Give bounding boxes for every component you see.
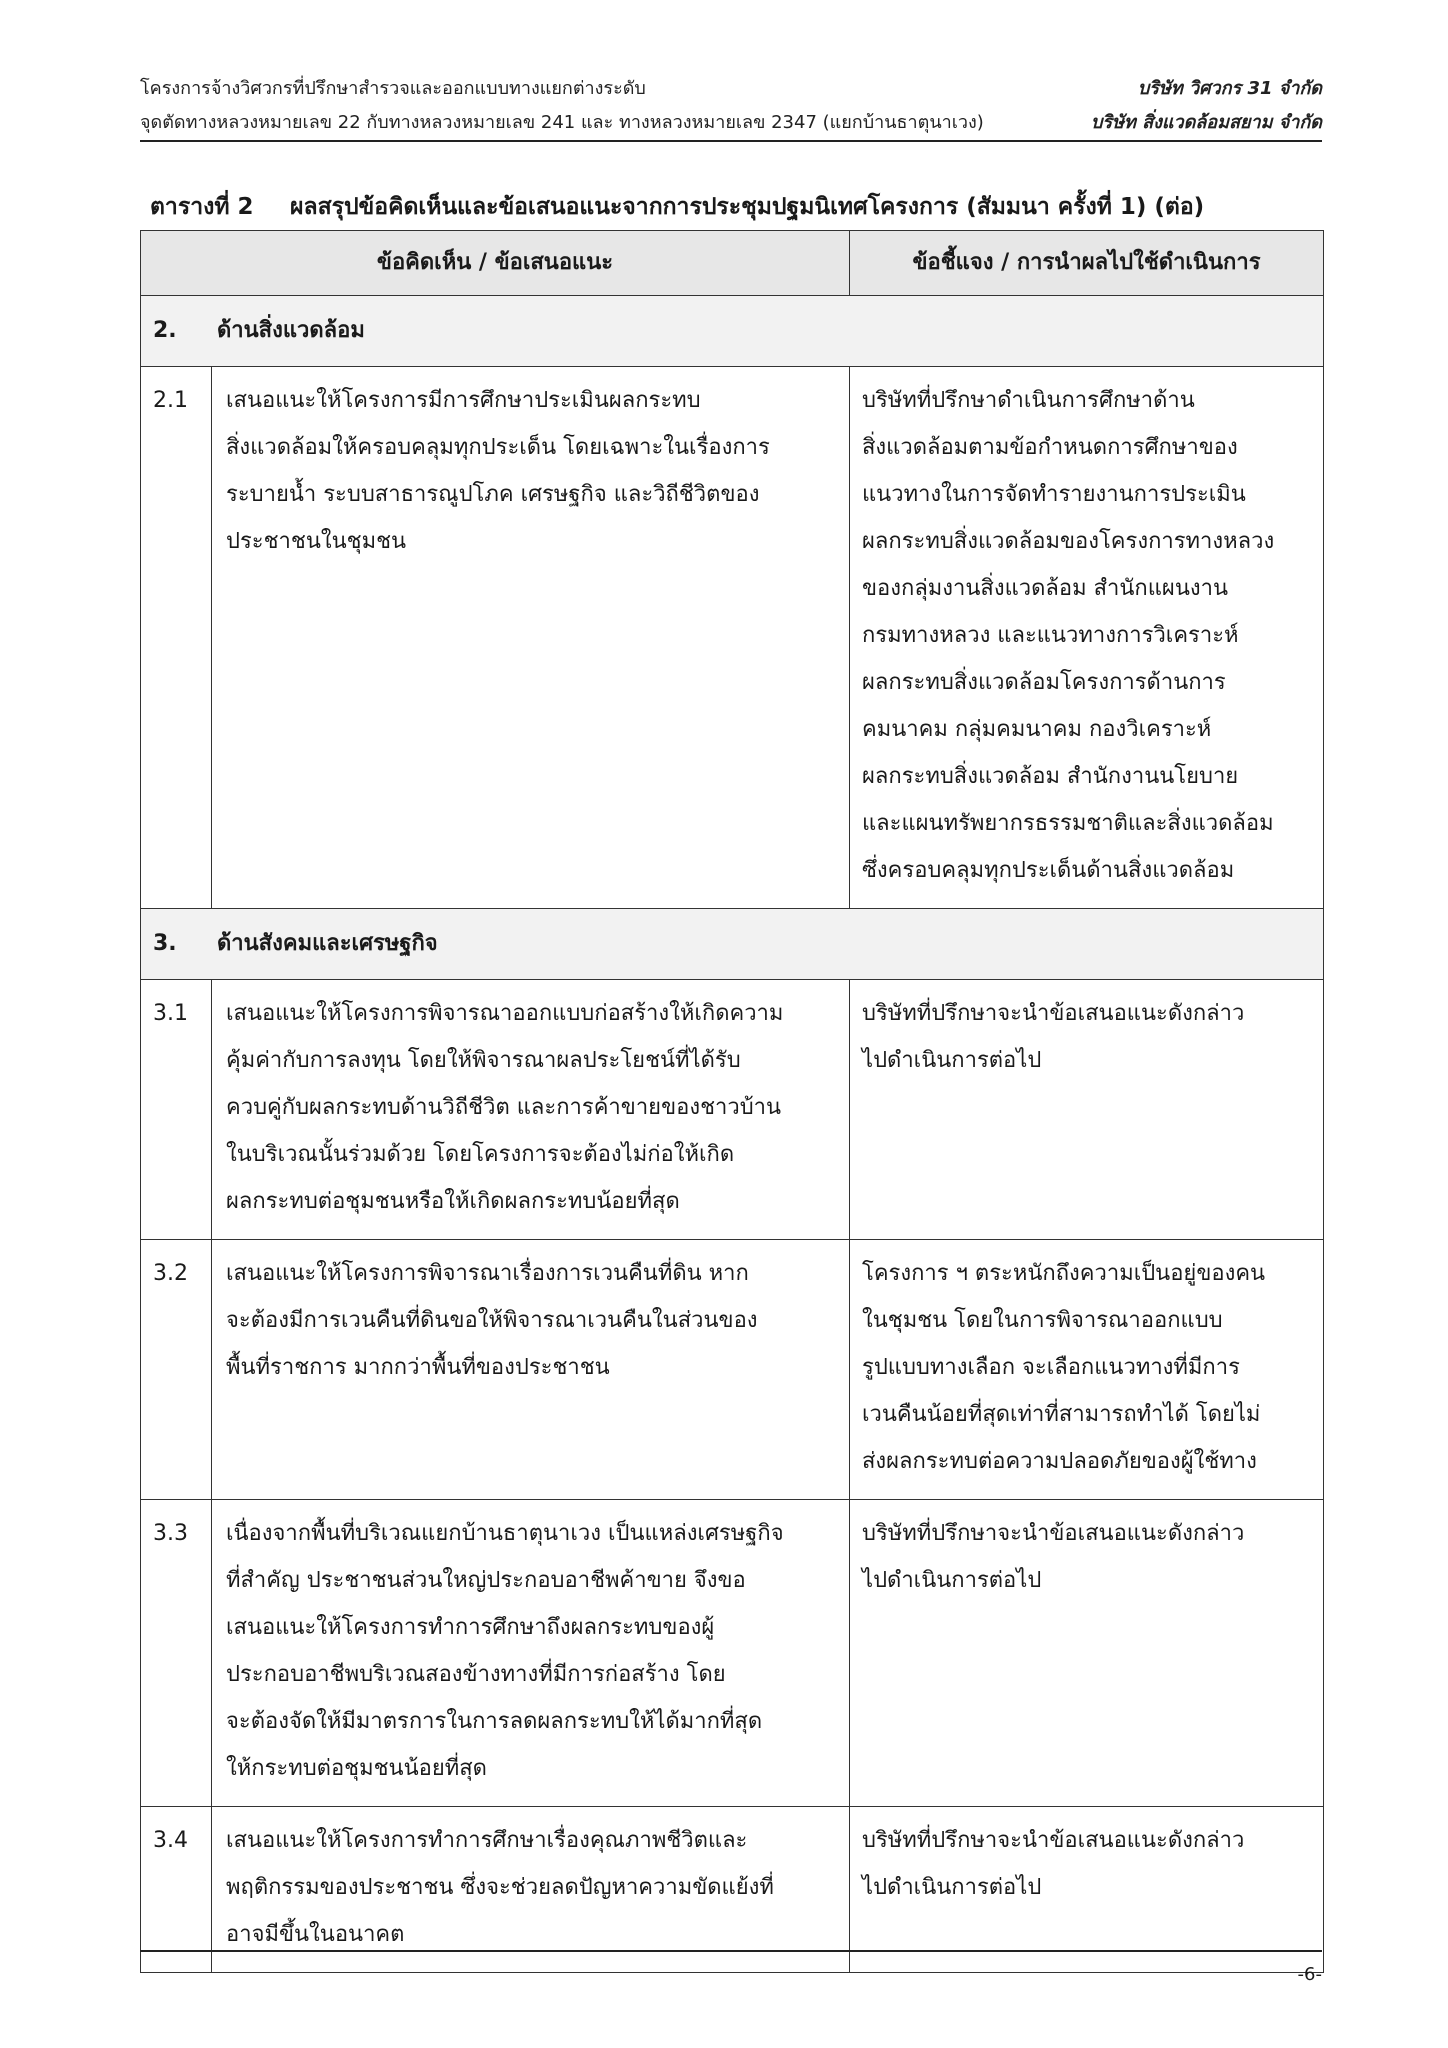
header-project-line2: จุดตัดทางหลวงหมายเลข 22 กับทางหลวงหมายเลข 241 และ ทางหลวงหมายเลข 2347 (แยกบ้านธาตุนาเวง) bbox=[140, 112, 984, 133]
comment-cell: เสนอแนะให้โครงการทำการศึกษาเรื่องคุณภาพชีวิตและ พฤติกรรมของประชาชน ซึ่งจะช่วยลดปัญหาความขัดแย้งที่ อาจมีขึ้นในอนาคต bbox=[212, 1807, 850, 1973]
section-cell bbox=[141, 909, 1324, 980]
row-number: 2.1 bbox=[141, 367, 212, 909]
comment-cell: เนื่องจากพื้นที่บริเวณแยกบ้านธาตุนาเวง เป็นแหล่งเศรษฐกิจ ที่สำคัญ ประชาชนส่วนใหญ่ประกอบอาชีพค้าขาย จึงขอ เสนอแนะให้โครงการทำการศึกษาถึงผลกระทบของผู้ ประกอบอาชีพบริเวณสองข้างทางที่มีการก่อสร้าง โดย จะต้องจัดให้มีมาตรการในการลดผลกระทบให้ได้มากที่สุด ให้กระทบต่อชุมชนน้อยที่สุด bbox=[212, 1500, 850, 1807]
section-number: 2. bbox=[153, 318, 177, 343]
table-row bbox=[141, 1500, 1324, 1807]
header-company-1: บริษัท วิศวกร 31 จำกัด bbox=[1137, 78, 1322, 99]
table-caption-title: ผลสรุปข้อคิดเห็นและข้อเสนอแนะจากการประชุมปฐมนิเทศโครงการ (สัมมนา ครั้งที่ 1) (ต่อ) bbox=[290, 194, 1205, 220]
comment-cell: เสนอแนะให้โครงการพิจารณาออกแบบก่อสร้างให้เกิดความ คุ้มค่ากับการลงทุน โดยให้พิจารณาผลประโยชน์ที่ได้รับ ควบคู่กับผลกระทบด้านวิถีชีวิต และการค้าขายของชาวบ้าน ในบริเวณนั้นร่วมด้วย โดยโครงการจะต้องไม่ก่อให้เกิด ผลกระทบต่อชุมชนหรือให้เกิดผลกระทบน้อยที่สุด bbox=[212, 980, 850, 1240]
section-row bbox=[141, 296, 1324, 367]
section-title: ด้านสิ่งแวดล้อม bbox=[217, 318, 365, 343]
header-divider bbox=[140, 140, 1322, 142]
response-cell: บริษัทที่ปรึกษาจะนำข้อเสนอแนะดังกล่าว ไปดำเนินการต่อไป bbox=[850, 1807, 1324, 1973]
col-header-responses: ข้อชี้แจง / การนำผลไปใช้ดำเนินการ bbox=[850, 231, 1324, 296]
response-cell: บริษัทที่ปรึกษาจะนำข้อเสนอแนะดังกล่าว ไปดำเนินการต่อไป bbox=[850, 1500, 1324, 1807]
section-title: ด้านสังคมและเศรษฐกิจ bbox=[217, 931, 438, 956]
header-project-line1: โครงการจ้างวิศวกรที่ปรึกษาสำรวจและออกแบบทางแยกต่างระดับ bbox=[140, 78, 646, 99]
row-number: 3.1 bbox=[141, 980, 212, 1240]
table-row bbox=[141, 980, 1324, 1240]
section-cell bbox=[141, 296, 1324, 367]
footer-divider bbox=[140, 1950, 1322, 1952]
table-row bbox=[141, 367, 1324, 909]
table-row bbox=[141, 1807, 1324, 1973]
response-cell: โครงการ ฯ ตระหนักถึงความเป็นอยู่ของคน ในชุมชน โดยในการพิจารณาออกแบบ รูปแบบทางเลือก จะเลือกแนวทางที่มีการ เวนคืนน้อยที่สุดเท่าที่สามารถทำได้ โดยไม่ ส่งผลกระทบต่อความปลอดภัยของผู้ใช้ทาง bbox=[850, 1240, 1324, 1500]
comments-table bbox=[140, 230, 1324, 1973]
table-header-row bbox=[141, 231, 1324, 296]
comment-cell: เสนอแนะให้โครงการพิจารณาเรื่องการเวนคืนที่ดิน หาก จะต้องมีการเวนคืนที่ดินขอให้พิจารณาเวนคืนในส่วนของ พื้นที่ราชการ มากกว่าพื้นที่ของประชาชน bbox=[212, 1240, 850, 1500]
page-header bbox=[140, 72, 1322, 140]
section-row bbox=[141, 909, 1324, 980]
table-row bbox=[141, 1240, 1324, 1500]
table-caption-number: ตารางที่ 2 bbox=[150, 194, 254, 220]
comment-cell: เสนอแนะให้โครงการมีการศึกษาประเมินผลกระทบ สิ่งแวดล้อมให้ครอบคลุมทุกประเด็น โดยเฉพาะในเรื่องการ ระบายน้ำ ระบบสาธารณูปโภค เศรษฐกิจ และวิถีชีวิตของ ประชาชนในชุมชน bbox=[212, 367, 850, 909]
row-number: 3.4 bbox=[141, 1807, 212, 1973]
header-company-2: บริษัท สิ่งแวดล้อมสยาม จำกัด bbox=[1091, 112, 1322, 133]
response-cell: บริษัทที่ปรึกษาดำเนินการศึกษาด้าน สิ่งแวดล้อมตามข้อกำหนดการศึกษาของ แนวทางในการจัดทำรายงานการประเมิน ผลกระทบสิ่งแวดล้อมของโครงการทางหลวง ของกลุ่มงานสิ่งแวดล้อม สำนักแผนงาน กรมทางหลวง และแนวทางการวิเคราะห์ ผลกระทบสิ่งแวดล้อมโครงการด้านการ คมนาคม กลุ่มคมนาคม กองวิเคราะห์ ผลกระทบสิ่งแวดล้อม สำนักงานนโยบาย และแผนทรัพยากรธรรมชาติและสิ่งแวดล้อม ซึ่งครอบคลุมทุกประเด็นด้านสิ่งแวดล้อม bbox=[850, 367, 1324, 909]
table-caption bbox=[150, 187, 1310, 227]
page-number: -6- bbox=[1297, 1964, 1322, 1985]
section-number: 3. bbox=[153, 931, 177, 956]
response-cell: บริษัทที่ปรึกษาจะนำข้อเสนอแนะดังกล่าว ไปดำเนินการต่อไป bbox=[850, 980, 1324, 1240]
row-number: 3.3 bbox=[141, 1500, 212, 1807]
col-header-comments: ข้อคิดเห็น / ข้อเสนอแนะ bbox=[141, 231, 850, 296]
row-number: 3.2 bbox=[141, 1240, 212, 1500]
